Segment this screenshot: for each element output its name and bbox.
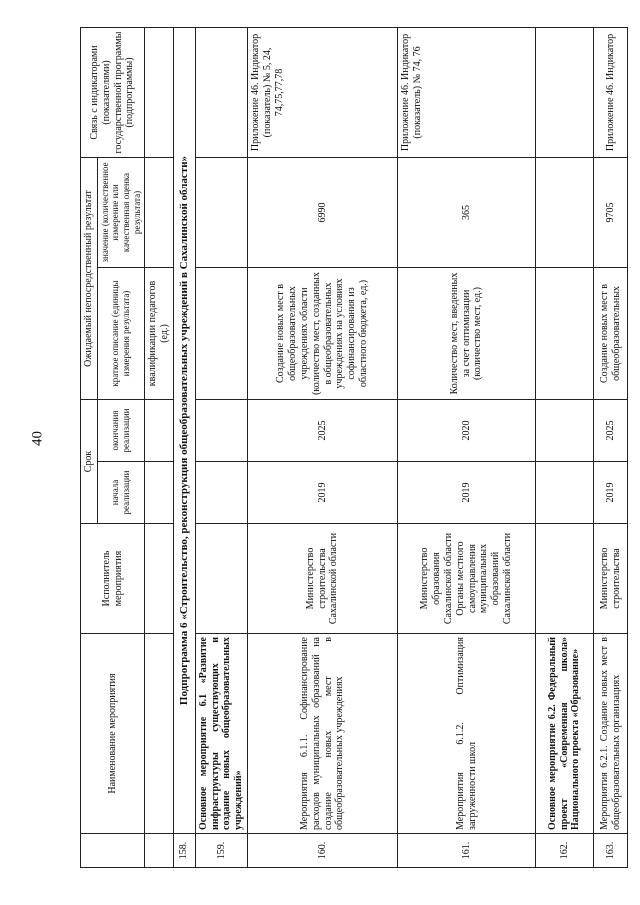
cell-link: [536, 27, 594, 157]
cell-value: 9705: [594, 157, 628, 267]
table-row-162: [536, 27, 594, 867]
col-short-header: краткое описание (единицы измерения результата): [97, 268, 144, 400]
cell-name: Мероприятия 6.2.1. Создание новых мест в общеобразовательных организациях: [594, 634, 628, 834]
cell-executor: Министерство образования Сахалинской области Органы местного самоуправления муниципальных образований Сахалинской области: [398, 524, 536, 634]
col-link-header: Связь с индикаторами (показателями) государственной программы (подпрограммы): [81, 27, 145, 157]
rotated-table-sheet: [80, 28, 622, 868]
cell-start: 2019: [594, 462, 628, 524]
cell-name: Основное мероприятие 6.1 «Развитие инфраструктуры существующих и создание новых общеобразовательных учреждений»: [195, 634, 247, 834]
col-name-header: Наименование мероприятия: [81, 634, 145, 834]
cell-num: 159.: [195, 834, 247, 868]
cell-link: [195, 27, 247, 157]
subprogram-title: Подпрограмма 6 «Строительство, реконструкция общеобразовательных учреждений в Сахалинской области»: [173, 27, 195, 833]
cell-value: [536, 157, 594, 267]
cell-short: Создание новых мест в общеобразовательных учреждениях области (количество мест, созданных в общеобразовательных учреждениях на условиях софинансирования из областного бюджета, ед.): [248, 268, 398, 400]
col-start-header: начала реализации: [97, 462, 144, 524]
cell-end: [536, 400, 594, 462]
cell-num: 163.: [594, 834, 628, 868]
table-row-160: [248, 27, 398, 867]
cell-end: 2025: [594, 400, 628, 462]
col-value-header: значение (количественное измерение или качественная оценка результата): [97, 157, 144, 267]
header-row-1: [81, 27, 98, 867]
table-row-161: [398, 27, 536, 867]
cell-link: Приложение 46. Индикатор (показатель) № 5, 24, 74,75,77,78: [248, 27, 398, 157]
cell-end: 2020: [398, 400, 536, 462]
col-end-header: окончания реализации: [97, 400, 144, 462]
table-row-continued: [145, 27, 174, 867]
cell-short: Создание новых мест в общеобразовательных: [594, 268, 628, 400]
cell-executor: Министерство строительства Сахалинской области: [248, 524, 398, 634]
col-executor-header: Исполнитель мероприятия: [81, 524, 145, 634]
cell-link: Приложение 46. Индикатор: [594, 27, 628, 157]
cell-end: [195, 400, 247, 462]
cell-name: Мероприятия 6.1.1. Софинансирование расходов муниципальных образований на создание новых мест в общеобразовательных учреждениях: [248, 634, 398, 834]
cell-short: Количество мест, введенных за счет оптимизации (количество мест, ед.): [398, 268, 536, 400]
cell-short: [195, 268, 247, 400]
col-num-header: [81, 834, 145, 868]
col-term-header: Срок: [81, 400, 98, 524]
table-row-159: [195, 27, 247, 867]
cell-short: квалификации педагогов (ед.): [145, 268, 174, 400]
table-row-163: [594, 27, 628, 867]
cell-end: 2025: [248, 400, 398, 462]
cell-num: 162.: [536, 834, 594, 868]
cell-short: [536, 268, 594, 400]
cell-num: 161.: [398, 834, 536, 868]
cell-value: 6990: [248, 157, 398, 267]
cell-executor: [195, 524, 247, 634]
cell-executor: [536, 524, 594, 634]
cell-start: [536, 462, 594, 524]
cell-start: [195, 462, 247, 524]
col-result-header: Ожидаемый непосредственный результат: [81, 157, 98, 399]
cell-start: 2019: [248, 462, 398, 524]
table-row-158: [173, 27, 195, 867]
cell-value: 365: [398, 157, 536, 267]
cell-name: Мероприятия 6.1.2. Оптимизация загруженности школ: [398, 634, 536, 834]
cell-name: Основное мероприятие 6.2. Федеральный проект «Современная школа» Национального проекта «Образование»: [536, 634, 594, 834]
cell-value: [195, 157, 247, 267]
page-number: 40: [29, 431, 46, 446]
cell-executor: Министерство строительства: [594, 524, 628, 634]
measures-table: [80, 27, 628, 868]
cell-num: 158.: [173, 834, 195, 868]
cell-link: Приложение 46. Индикатор (показатель) № 74, 76: [398, 27, 536, 157]
cell-num: 160.: [248, 834, 398, 868]
cell-start: 2019: [398, 462, 536, 524]
